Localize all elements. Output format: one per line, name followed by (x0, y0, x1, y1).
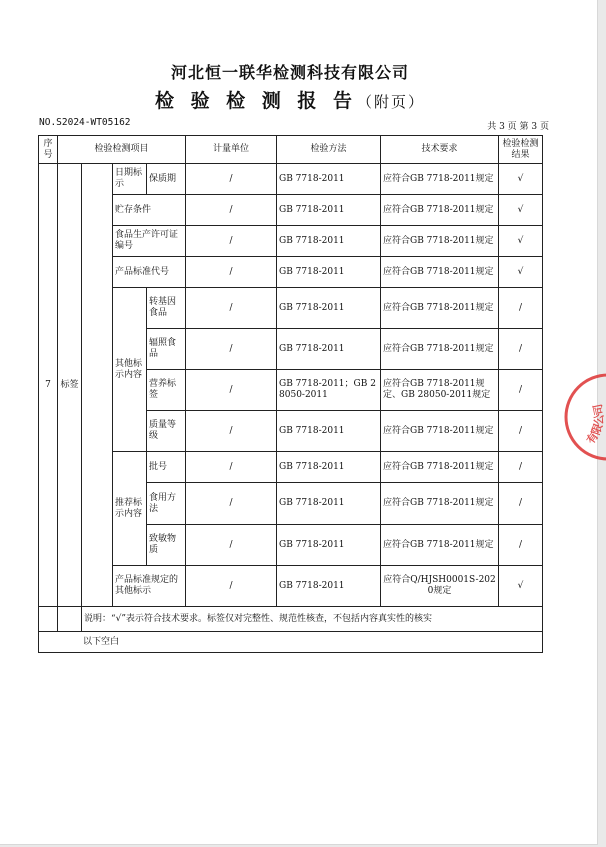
seal-text: 有限公司 (584, 402, 606, 447)
page-info: 共 3 页 第 3 页 (487, 122, 549, 132)
cell-item-gmo: 转基因食品 (147, 288, 186, 329)
cell-unit: / (186, 525, 277, 566)
table-row (39, 195, 543, 226)
cell-requirement: 应符合GB 7718-2011规定 (381, 411, 499, 452)
report-title-sub: （附页） (357, 93, 426, 111)
table-note-row (39, 607, 543, 632)
cell-result: √ (499, 226, 543, 257)
cell-requirement: 应符合GB 7718-2011规定 (381, 226, 499, 257)
cell-unit: / (186, 483, 277, 525)
cell-subgroup-recommended: 推荐标示内容 (113, 452, 147, 566)
cell-result: / (499, 329, 543, 370)
header-seq: 序号 (39, 136, 58, 164)
cell-unit: / (186, 411, 277, 452)
table-row (39, 566, 543, 607)
cell-requirement: 应符合GB 7718-2011规定 (381, 452, 499, 483)
cell-note-spacer-2 (58, 607, 82, 632)
cell-unit: / (186, 288, 277, 329)
cell-unit: / (186, 164, 277, 195)
cell-unit: / (186, 195, 277, 226)
cell-method: GB 7718-2011 (277, 195, 381, 226)
cell-unit: / (186, 370, 277, 411)
cell-group-label: 标签 (58, 164, 82, 607)
cell-item-batch: 批号 (147, 452, 186, 483)
table-row (39, 164, 543, 195)
cell-requirement: 应符合GB 7718-2011规定 (381, 257, 499, 288)
cell-requirement: 应符合GB 7718-2011规定 (381, 288, 499, 329)
table-header-row (39, 136, 543, 164)
cell-requirement: 应符合GB 7718-2011规定、GB 28050-2011规定 (381, 370, 499, 411)
header-result: 检验检测结果 (499, 136, 543, 164)
cell-item-shelf-life: 保质期 (147, 164, 186, 195)
cell-blank-below: 以下空白 (39, 632, 543, 653)
cell-item-other-standard: 产品标准规定的其他标示 (113, 566, 186, 607)
cell-note: 说明：“√”表示符合技术要求。标签仅对完整性、规范性核查，不包括内容真实性的核实 (82, 607, 543, 632)
cell-item-standard-code: 产品标准代号 (113, 257, 186, 288)
cell-method: GB 7718-2011；GB 28050-2011 (277, 370, 381, 411)
table-row (39, 257, 543, 288)
company-seal-stamp (560, 372, 606, 462)
cell-item-usage: 食用方法 (147, 483, 186, 525)
cell-item-date: 日期标示 (113, 164, 147, 195)
cell-unit: / (186, 452, 277, 483)
table-row (39, 452, 543, 483)
cell-method: GB 7718-2011 (277, 525, 381, 566)
header-requirement: 技术要求 (381, 136, 499, 164)
cell-note-spacer-1 (39, 607, 58, 632)
cell-result: / (499, 288, 543, 329)
cell-method: GB 7718-2011 (277, 164, 381, 195)
cell-requirement: 应符合GB 7718-2011规定 (381, 329, 499, 370)
cell-requirement: 应符合GB 7718-2011规定 (381, 483, 499, 525)
cell-result: / (499, 483, 543, 525)
header-unit: 计量单位 (186, 136, 277, 164)
cell-requirement: 应符合Q/HJSH0001S-2020规定 (381, 566, 499, 607)
cell-method: GB 7718-2011 (277, 329, 381, 370)
cell-item-allergen: 致敏物质 (147, 525, 186, 566)
cell-result: / (499, 370, 543, 411)
table-row (39, 226, 543, 257)
cell-requirement: 应符合GB 7718-2011规定 (381, 525, 499, 566)
report-title-main: 检 验 检 测 报 告 (154, 90, 358, 112)
cell-indent-spacer (82, 164, 113, 607)
table-row (39, 288, 543, 329)
header-item: 检验检测项目 (58, 136, 186, 164)
cell-result: √ (499, 257, 543, 288)
cell-unit: / (186, 226, 277, 257)
cell-method: GB 7718-2011 (277, 483, 381, 525)
cell-method: GB 7718-2011 (277, 226, 381, 257)
cell-method: GB 7718-2011 (277, 257, 381, 288)
cell-result: √ (499, 195, 543, 226)
report-number: NO.S2024-WT05162 (39, 117, 131, 128)
inspection-table (38, 135, 543, 653)
cell-result: / (499, 525, 543, 566)
cell-result: √ (499, 164, 543, 195)
cell-method: GB 7718-2011 (277, 411, 381, 452)
cell-item-quality-grade: 质量等级 (147, 411, 186, 452)
cell-item-nutrition: 营养标签 (147, 370, 186, 411)
cell-requirement: 应符合GB 7718-2011规定 (381, 195, 499, 226)
cell-unit: / (186, 329, 277, 370)
cell-method: GB 7718-2011 (277, 288, 381, 329)
cell-subgroup-other: 其他标示内容 (113, 288, 147, 452)
svg-text:有限公司 (583, 403, 606, 447)
cell-unit: / (186, 566, 277, 607)
cell-result: / (499, 411, 543, 452)
cell-method: GB 7718-2011 (277, 452, 381, 483)
report-title (0, 86, 580, 113)
header-method: 检验方法 (277, 136, 381, 164)
cell-result: √ (499, 566, 543, 607)
company-name: 河北恒一联华检测科技有限公司 (170, 63, 409, 82)
cell-requirement: 应符合GB 7718-2011规定 (381, 164, 499, 195)
cell-item-storage: 贮存条件 (113, 195, 186, 226)
cell-item-irradiated: 辐照食品 (147, 329, 186, 370)
table-blank-row (39, 632, 543, 653)
cell-result: / (499, 452, 543, 483)
cell-method: GB 7718-2011 (277, 566, 381, 607)
cell-item-license: 食品生产许可证编号 (113, 226, 186, 257)
cell-seq: 7 (39, 164, 58, 607)
cell-unit: / (186, 257, 277, 288)
